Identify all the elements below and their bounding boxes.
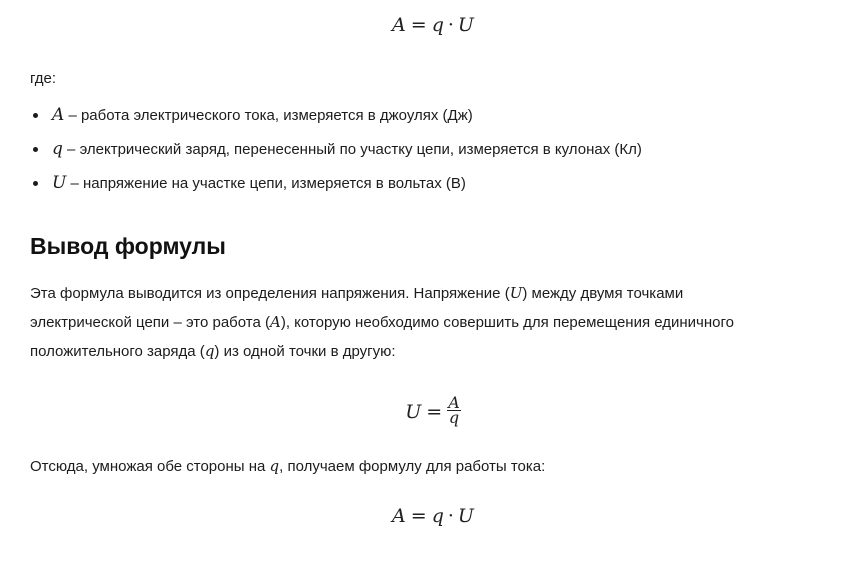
fraction <box>447 392 461 427</box>
formula-symbol: q <box>431 505 444 527</box>
inline-symbol: A <box>270 313 281 331</box>
derivation-paragraph <box>30 279 734 366</box>
text-run: положительного заряда ( <box>30 343 205 360</box>
where-label: где: <box>30 70 57 87</box>
formula-symbol: U <box>457 505 474 527</box>
formula-operator: · <box>447 14 454 36</box>
inline-symbol: q <box>204 342 215 360</box>
text-run: ) между двумя точками <box>522 285 684 302</box>
formula-work-top <box>30 14 836 36</box>
formula-symbol: U <box>457 14 474 36</box>
list-item <box>30 100 642 134</box>
definitions-list <box>30 100 642 202</box>
formula-symbol: A <box>392 505 406 527</box>
text-run: Отсюда, умножая обе стороны на <box>30 458 270 475</box>
text-run: , получаем формулу для работы тока: <box>279 458 546 475</box>
formula-operator: = <box>410 505 427 527</box>
paragraph-line <box>30 308 734 337</box>
definition-text: – напряжение на участке цепи, измеряется в вольтах (В) <box>66 175 466 192</box>
conclusion-paragraph <box>30 452 545 481</box>
text-run: ) из одной точки в другую: <box>214 343 396 360</box>
formula-operator: · <box>447 505 454 527</box>
inline-symbol: U <box>509 284 523 302</box>
inline-symbol: q <box>269 457 280 475</box>
definition-symbol: A <box>52 105 65 125</box>
paragraph-line <box>30 337 734 366</box>
formula-operator: = <box>426 401 443 423</box>
formula-symbol: q <box>431 14 444 36</box>
list-item <box>30 168 642 202</box>
list-item <box>30 134 642 168</box>
definition-text: – работа электрического тока, измеряется в джоулях (Дж) <box>64 107 473 124</box>
fraction-numerator: A <box>448 392 460 412</box>
text-run: ), которую необходимо совершить для перемещения единичного <box>280 314 734 331</box>
fraction-denominator: q <box>448 407 460 427</box>
formula-voltage <box>30 392 836 427</box>
formula-work-bottom <box>30 505 836 527</box>
section-heading: Вывод формулы <box>30 233 226 259</box>
formula-symbol: U <box>405 401 422 423</box>
text-run: Эта формула выводится из определения напряжения. Напряжение ( <box>30 285 510 302</box>
formula-operator: = <box>410 14 427 36</box>
text-run: электрической цепи – это работа ( <box>30 314 270 331</box>
paragraph-line <box>30 279 734 308</box>
formula-symbol: A <box>392 14 406 36</box>
definition-symbol: U <box>52 173 67 193</box>
definition-text: – электрический заряд, перенесенный по участку цепи, измеряется в кулонах (Кл) <box>62 141 642 158</box>
definition-symbol: q <box>52 139 63 159</box>
